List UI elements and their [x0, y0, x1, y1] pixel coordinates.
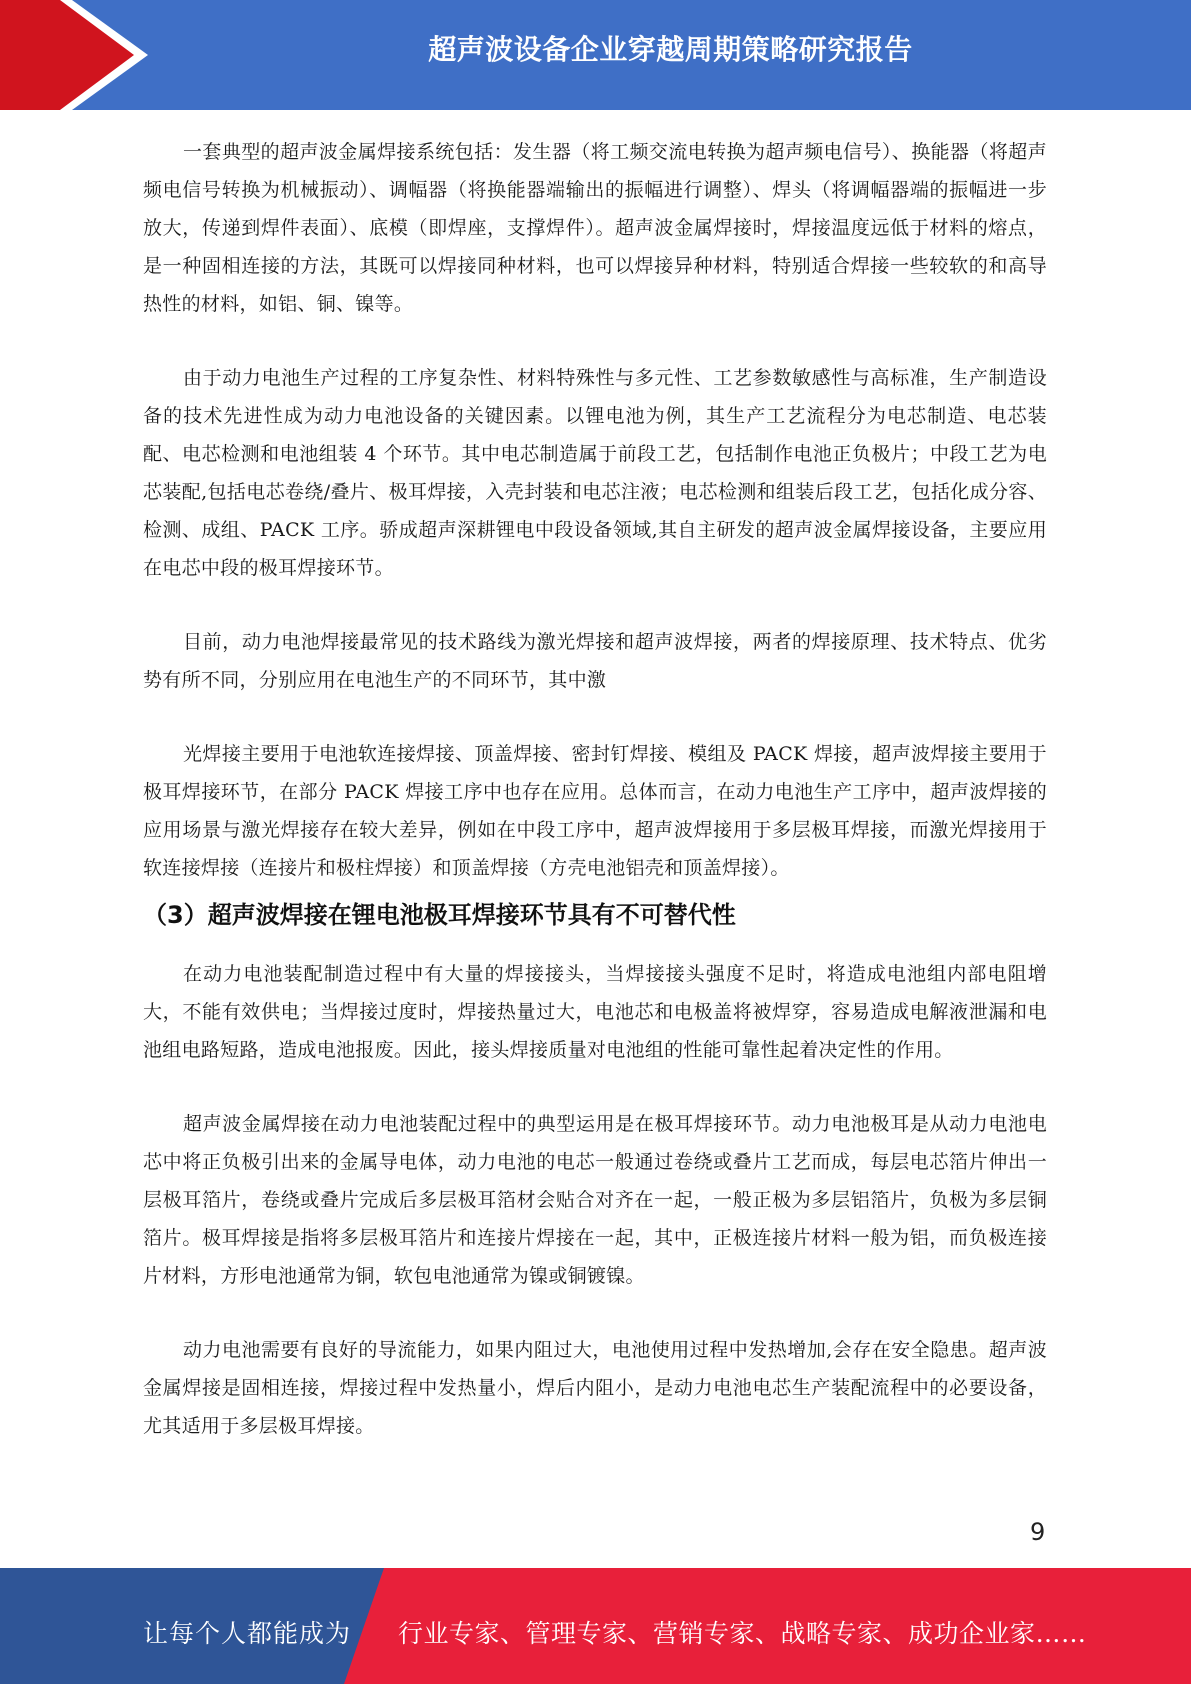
- section-heading: （3）超声波焊接在锂电池极耳焊接环节具有不可替代性: [143, 901, 736, 929]
- body-paragraph: 一套典型的超声波金属焊接系统包括：发生器（将工频交流电转换为超声频电信号）、换能器（将超声频电信号转换为机械振动）、调幅器（将换能器端输出的振幅进行调整）、焊头（将调幅器端的振幅进一步放大，传递到焊件表面）、底模（即焊座，支撑焊件）。超声波金属焊接时，焊接温度远低于材料的熔点，是一种固相连接的方法，其既可以焊接同种材料，也可以焊接异种材料，特别适合焊接一些较软的和高导热性的材料，如铝、铜、镍等。: [143, 141, 1047, 315]
- page-header: [0, 0, 1191, 110]
- page-body: [143, 133, 1047, 1481]
- footer-slogan-right: 行业专家、管理专家、营销专家、战略专家、成功企业家……: [398, 1619, 1087, 1648]
- header-red-arrow-decoration: [0, 0, 160, 110]
- page-number: 9: [1030, 1518, 1046, 1546]
- body-paragraph: 由于动力电池生产过程的工序复杂性、材料特殊性与多元性、工艺参数敏感性与高标准，生产制造设备的技术先进性成为动力电池设备的关键因素。以锂电池为例，其生产工艺流程分为电芯制造、电芯装配、电芯检测和电池组装 4 个环节。其中电芯制造属于前段工艺，包括制作电池正负极片；中段工艺为电芯装配,包括电芯卷绕/叠片、极耳焊接，入壳封装和电芯注液；电芯检测和组装后段工艺，包括化成分容、检测、成组、PACK 工序。骄成超声深耕锂电中段设备领域,其自主研发的超声波金属焊接设备，主要应用在电芯中段的极耳焊接环节。: [143, 367, 1047, 579]
- report-title: 超声波设备企业穿越周期策略研究报告: [428, 33, 913, 66]
- body-paragraph: 在动力电池装配制造过程中有大量的焊接接头，当焊接接头强度不足时，将造成电池组内部电阻增大，不能有效供电；当焊接过度时，焊接热量过大，电池芯和电极盖将被焊穿，容易造成电解液泄漏和电池组电路短路，造成电池报废。因此，接头焊接质量对电池组的性能可靠性起着决定性的作用。: [143, 963, 1047, 1061]
- page-footer: [0, 1568, 1191, 1684]
- body-paragraph: 超声波金属焊接在动力电池装配过程中的典型运用是在极耳焊接环节。动力电池极耳是从动力电池电芯中将正负极引出来的金属导电体，动力电池的电芯一般通过卷绕或叠片工艺而成，每层电芯箔片伸出一层极耳箔片，卷绕或叠片完成后多层极耳箔材会贴合对齐在一起，一般正极为多层铝箔片，负极为多层铜箔片。极耳焊接是指将多层极耳箔片和连接片焊接在一起，其中，正极连接片材料一般为铝，而负极连接片材料，方形电池通常为铜，软包电池通常为镍或铜镀镍。: [143, 1113, 1047, 1287]
- body-paragraph: 光焊接主要用于电池软连接焊接、顶盖焊接、密封钉焊接、模组及 PACK 焊接，超声波焊接主要用于极耳焊接环节，在部分 PACK 焊接工序中也存在应用。总体而言，在动力电池生产工序中，超声波焊接的应用场景与激光焊接存在较大差异，例如在中段工序中，超声波焊接用于多层极耳焊接，而激光焊接用于软连接焊接（连接片和极柱焊接）和顶盖焊接（方壳电池铝壳和顶盖焊接）。: [143, 743, 1047, 879]
- body-paragraph: 动力电池需要有良好的导流能力，如果内阻过大，电池使用过程中发热增加,会存在安全隐患。超声波金属焊接是固相连接，焊接过程中发热量小，焊后内阻小，是动力电池电芯生产装配流程中的必要设备，尤其适用于多层极耳焊接。: [143, 1339, 1047, 1437]
- footer-slogan-left: 让每个人都能成为: [143, 1619, 352, 1648]
- body-paragraph: 目前，动力电池焊接最常见的技术路线为激光焊接和超声波焊接，两者的焊接原理、技术特点、优劣势有所不同，分别应用在电池生产的不同环节，其中激: [143, 631, 1047, 691]
